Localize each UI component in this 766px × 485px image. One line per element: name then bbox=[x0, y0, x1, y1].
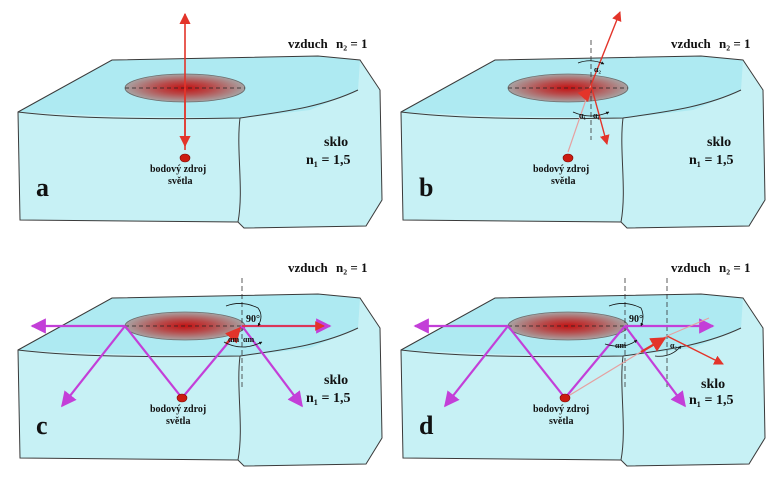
light-source-dot bbox=[560, 394, 570, 402]
panel-b bbox=[401, 12, 765, 228]
light-source-dot bbox=[177, 394, 187, 402]
glass-label: sklo bbox=[324, 135, 349, 150]
source-label-2: světla bbox=[168, 176, 193, 187]
angle-alpha1-left: α₁ bbox=[579, 111, 586, 120]
glass-label: sklo bbox=[701, 377, 726, 392]
spot bbox=[508, 312, 628, 340]
source-label: bodový zdroj bbox=[150, 164, 207, 175]
angle-alpha1-right: α₁ bbox=[593, 111, 600, 120]
panel-c bbox=[18, 260, 382, 466]
air-index: n₂ = 1 bbox=[336, 36, 368, 51]
source-label: bodový zdroj bbox=[150, 404, 207, 415]
glass-index: n₁ = 1,5 bbox=[306, 153, 351, 168]
source-label-2: světla bbox=[549, 416, 574, 427]
glass-index: n₁ = 1,5 bbox=[689, 393, 734, 408]
source-label-2: světla bbox=[166, 416, 191, 427]
angle-alpha2: α₂ bbox=[594, 65, 601, 74]
panel-a bbox=[18, 14, 382, 228]
light-source-dot bbox=[180, 154, 190, 162]
glass-label: sklo bbox=[707, 135, 732, 150]
glass-index: n₁ = 1,5 bbox=[689, 153, 734, 168]
glass-index: n₁ = 1,5 bbox=[306, 391, 351, 406]
air-index: n₂ = 1 bbox=[719, 260, 751, 275]
air-label: vzduch bbox=[288, 260, 328, 275]
source-label: bodový zdroj bbox=[533, 164, 590, 175]
source-label-2: světla bbox=[551, 176, 576, 187]
spot bbox=[125, 312, 245, 340]
angle-alpha-m: αm bbox=[615, 341, 627, 350]
panel-d bbox=[401, 260, 765, 466]
light-source-dot bbox=[563, 154, 573, 162]
air-index: n₂ = 1 bbox=[336, 260, 368, 275]
angle-90: 90° bbox=[629, 314, 643, 325]
air-label: vzduch bbox=[288, 36, 328, 51]
angle-alpha-m-left: αm bbox=[228, 335, 240, 344]
angle-alpha2: α₂ bbox=[670, 341, 677, 350]
air-index: n₂ = 1 bbox=[719, 36, 751, 51]
panel-letter: d bbox=[419, 411, 434, 440]
panel-letter: b bbox=[419, 173, 434, 202]
panel-letter: c bbox=[36, 411, 48, 440]
air-label: vzduch bbox=[671, 36, 711, 51]
air-label: vzduch bbox=[671, 260, 711, 275]
spot bbox=[508, 74, 628, 102]
glass-label: sklo bbox=[324, 373, 349, 388]
panel-letter: a bbox=[36, 173, 49, 202]
angle-alpha-m-right: αm bbox=[243, 335, 255, 344]
angle-90: 90° bbox=[246, 314, 260, 325]
source-label: bodový zdroj bbox=[533, 404, 590, 415]
